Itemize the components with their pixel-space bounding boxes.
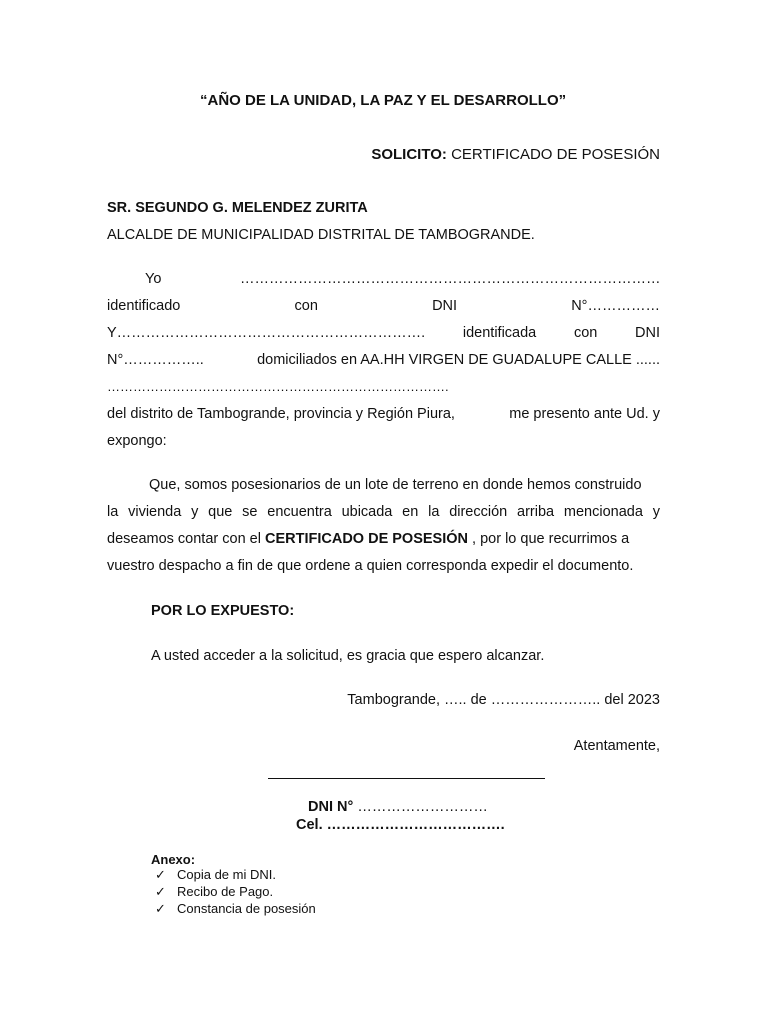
por-lo-expuesto: POR LO EXPUESTO:: [151, 603, 295, 619]
addressee-name: SR. SEGUNDO G. MELENDEZ ZURITA: [107, 200, 368, 216]
signature-dni: [308, 799, 488, 815]
annex-item: [155, 867, 276, 883]
body-word: mencionada: [563, 504, 643, 520]
body-word: dirección: [449, 504, 508, 520]
intro-word: DNI: [635, 325, 660, 341]
body-word: arriba: [517, 504, 555, 520]
annex-item: [155, 884, 273, 900]
intro-word: N°……………: [571, 298, 660, 314]
intro-word: con: [573, 325, 598, 341]
body-word: y: [652, 504, 660, 520]
intro-line-7: expongo:: [107, 433, 167, 449]
annex-item-label: Copia de mi DNI.: [177, 867, 276, 882]
body-line-3: [107, 531, 629, 547]
checkmark-icon: ✓: [155, 901, 166, 916]
subject-value: CERTIFICADO DE POSESIÓN: [451, 146, 660, 163]
intro-word: Y……………………………………………………….: [107, 325, 426, 341]
request-text: A usted acceder a la solicitud, es gracia que espero alcanzar.: [151, 648, 545, 664]
signature-cel: Cel. ……………………………….: [296, 817, 505, 833]
intro-line-2: [107, 298, 660, 314]
annex-title: Anexo:: [151, 852, 196, 867]
intro-dni-dots: N°……………..: [107, 352, 204, 368]
signature-line: [268, 778, 545, 779]
intro-word: DNI: [432, 298, 458, 314]
dni-label: DNI N°: [308, 799, 354, 815]
body-word: y: [191, 504, 199, 520]
annex-item: [155, 901, 316, 917]
addressee-title: ALCALDE DE MUNICIPALIDAD DISTRITAL DE TAMBOGRANDE.: [107, 227, 535, 243]
body-word: vivienda: [128, 504, 182, 520]
body-text: , por lo que recurrimos a: [472, 531, 630, 547]
body-word: encuentra: [267, 504, 332, 520]
body-line-1: Que, somos posesionarios de un lote de terreno en donde hemos construido: [149, 477, 642, 493]
subject-label: SOLICITO:: [371, 146, 447, 163]
body-word: ubicada: [341, 504, 393, 520]
intro-yo: Yo: [145, 271, 162, 287]
intro-name-dots: ……………………………………………………………………………: [240, 271, 660, 287]
body-line-4: vuestro despacho a fin de que ordene a quien corresponda expedir el documento.: [107, 558, 634, 574]
body-word: se: [242, 504, 258, 520]
body-line-2: [107, 504, 660, 520]
body-word: la: [428, 504, 440, 520]
body-text: deseamos contar con el: [107, 531, 261, 547]
checkmark-icon: ✓: [155, 867, 166, 882]
subject-line: [371, 146, 660, 163]
place-date: Tambogrande, ….. de ………………….. del 2023: [347, 692, 660, 708]
body-emphasis: CERTIFICADO DE POSESIÓN: [264, 531, 469, 547]
annex-item-label: Recibo de Pago.: [177, 884, 274, 899]
checkmark-icon: ✓: [155, 884, 166, 899]
intro-address: domiciliados en AA.HH VIRGEN DE GUADALUPE CALLE ......: [257, 352, 660, 368]
dni-dots: ………………………: [357, 799, 488, 815]
intro-word: identificada: [462, 325, 537, 341]
intro-line-4: [107, 352, 660, 368]
intro-line-5: …………………………………………………………………….: [107, 379, 449, 394]
body-word: que: [208, 504, 233, 520]
body-word: la: [107, 504, 119, 520]
closing: Atentamente,: [573, 738, 660, 754]
intro-line-6: [107, 406, 660, 422]
intro-district: del distrito de Tambogrande, provincia y Región Piura,: [107, 406, 455, 422]
intro-present: me presento ante Ud. y: [509, 406, 660, 422]
year-motto: “AÑO DE LA UNIDAD, LA PAZ Y EL DESARROLLO”: [200, 92, 567, 109]
annex-item-label: Constancia de posesión: [177, 901, 316, 916]
intro-word: con: [294, 298, 318, 314]
intro-line-3: [107, 325, 660, 341]
intro-word: identificado: [107, 298, 181, 314]
body-word: en: [402, 504, 419, 520]
